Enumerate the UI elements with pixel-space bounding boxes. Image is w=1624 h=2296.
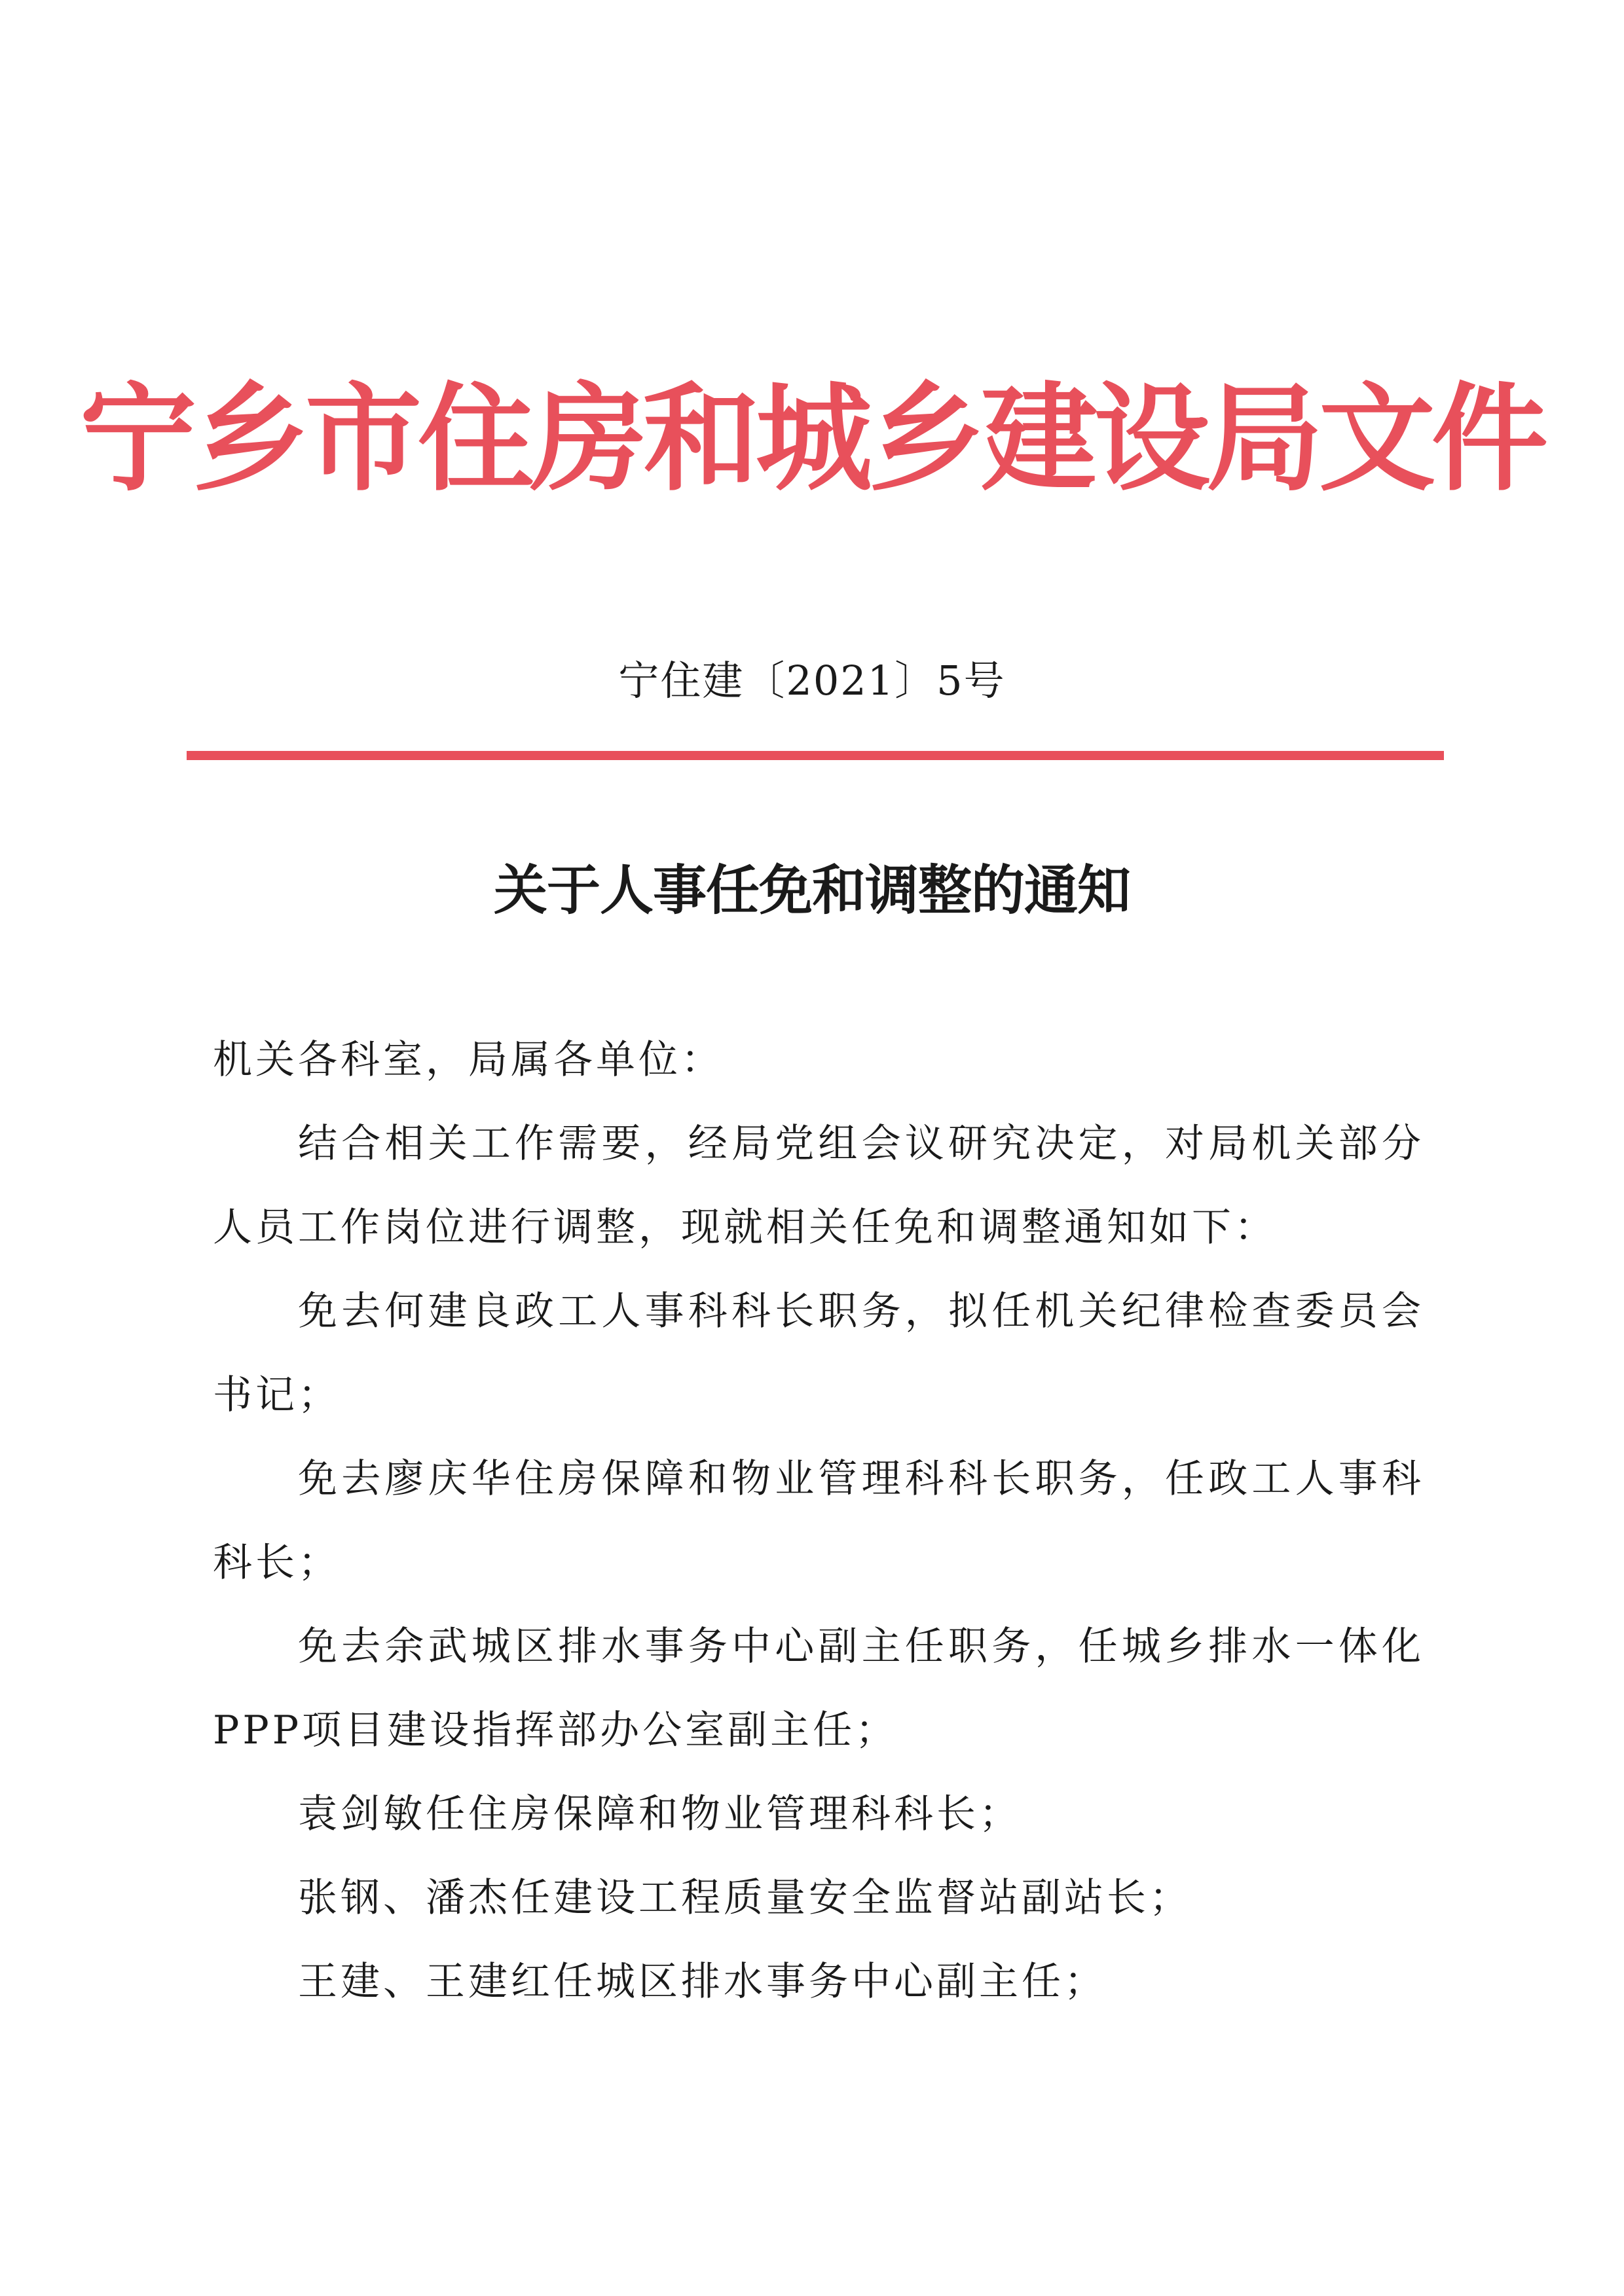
paragraph-appointment: 免去何建良政工人事科科长职务，拟任机关纪律检查委员会书记；	[213, 1288, 1424, 1418]
notice-body	[213, 1018, 1424, 2024]
paragraph-appointment: 免去余武城区排水事务中心副主任职务，任城乡排水一体化PPP项目建设指挥部办公室副主任；	[213, 1624, 1424, 1753]
paragraph-appointment: 袁剑敏任住房保障和物业管理科科长；	[298, 1791, 1022, 1837]
paragraph-appointment: 张钢、潘杰任建设工程质量安全监督站副站长；	[298, 1875, 1192, 1921]
issuer-title: 宁乡市住房和城乡建设局文件	[80, 370, 1544, 507]
salutation: 机关各科室，局属各单位：	[213, 1037, 724, 1083]
notice-title: 关于人事任免和调整的通知	[493, 859, 1130, 922]
paragraph-intro: 结合相关工作需要，经局党组会议研究决定，对局机关部分人员工作岗位进行调整，现就相关任免和调整通知如下：	[213, 1121, 1424, 1250]
document-number: 宁住建〔2021〕5号	[618, 657, 1006, 704]
paragraph-appointment: 免去廖庆华住房保障和物业管理科科长职务，任政工人事科科长；	[213, 1456, 1424, 1586]
paragraph-appointment: 王建、王建红任城区排水事务中心副主任；	[298, 1959, 1107, 2005]
red-divider-line	[187, 751, 1444, 760]
